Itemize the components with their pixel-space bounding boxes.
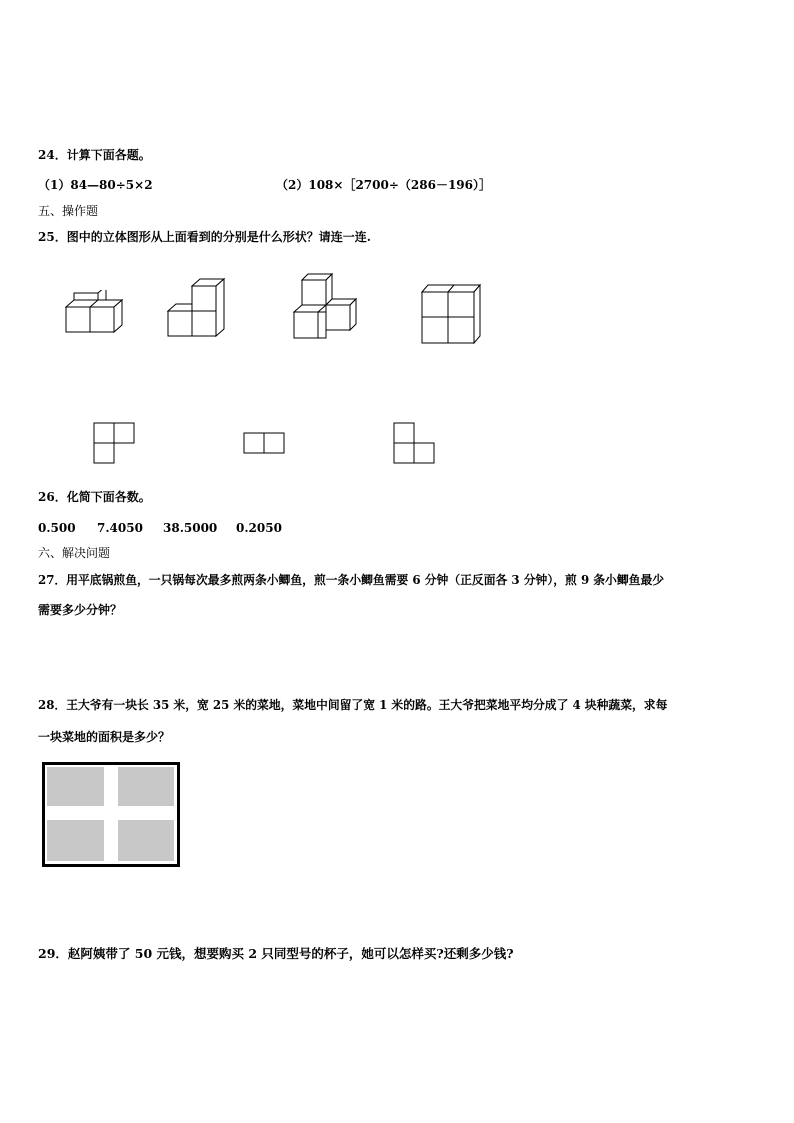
vegetable-plot-diagram — [42, 762, 182, 868]
q25-title: 25．图中的立体图形从上面看到的分别是什么形状？请连一连. — [38, 230, 371, 244]
q28-line2: 一块菜地的面积是多少？ — [38, 730, 171, 744]
q24-part2: （2）108×［2700÷（286－196）］ — [276, 178, 492, 192]
top-view-3 — [393, 422, 437, 466]
q26-title: 26．化简下面各数。 — [38, 490, 151, 504]
q24-title: 24．计算下面各题。 — [38, 148, 151, 162]
section-6-heading: 六、解决问题 — [38, 546, 111, 560]
vegetable-plot — [118, 820, 174, 861]
solid-figure-1 — [62, 290, 132, 336]
vegetable-plot — [118, 767, 174, 806]
q26-number: 7.4050 — [97, 521, 143, 535]
q26-number: 38.5000 — [163, 521, 218, 535]
q26-number: 0.2050 — [236, 521, 282, 535]
q26-number: 0.500 — [38, 521, 76, 535]
solid-figure-2 — [164, 276, 230, 338]
solid-figure-3 — [290, 272, 360, 342]
solid-figure-4 — [418, 282, 484, 346]
q24-part1: （1）84—80÷5×2 — [38, 178, 153, 192]
q27-line1: 27．用平底锅煎鱼，一只锅每次最多煎两条小鲫鱼，煎一条小鲫鱼需要 6 分钟（正反面各 3 分钟），煎 9 条小鲫鱼最少 — [38, 573, 665, 587]
q28-line1: 28．王大爷有一块长 35 米，宽 25 米的菜地，菜地中间留了宽 1 米的路。王大爷把菜地平均分成了 4 块种蔬菜，求每 — [38, 698, 668, 712]
top-view-1 — [93, 422, 137, 466]
vegetable-plot — [47, 820, 104, 861]
section-5-heading: 五、操作题 — [38, 204, 99, 218]
vegetable-plot — [47, 767, 104, 806]
q29-title: 29．赵阿姨带了 50 元钱，想要购买 2 只同型号的杯子，她可以怎样买?还剩多少钱? — [38, 946, 514, 961]
q27-line2: 需要多少分钟？ — [38, 603, 123, 617]
top-view-2 — [243, 432, 287, 456]
